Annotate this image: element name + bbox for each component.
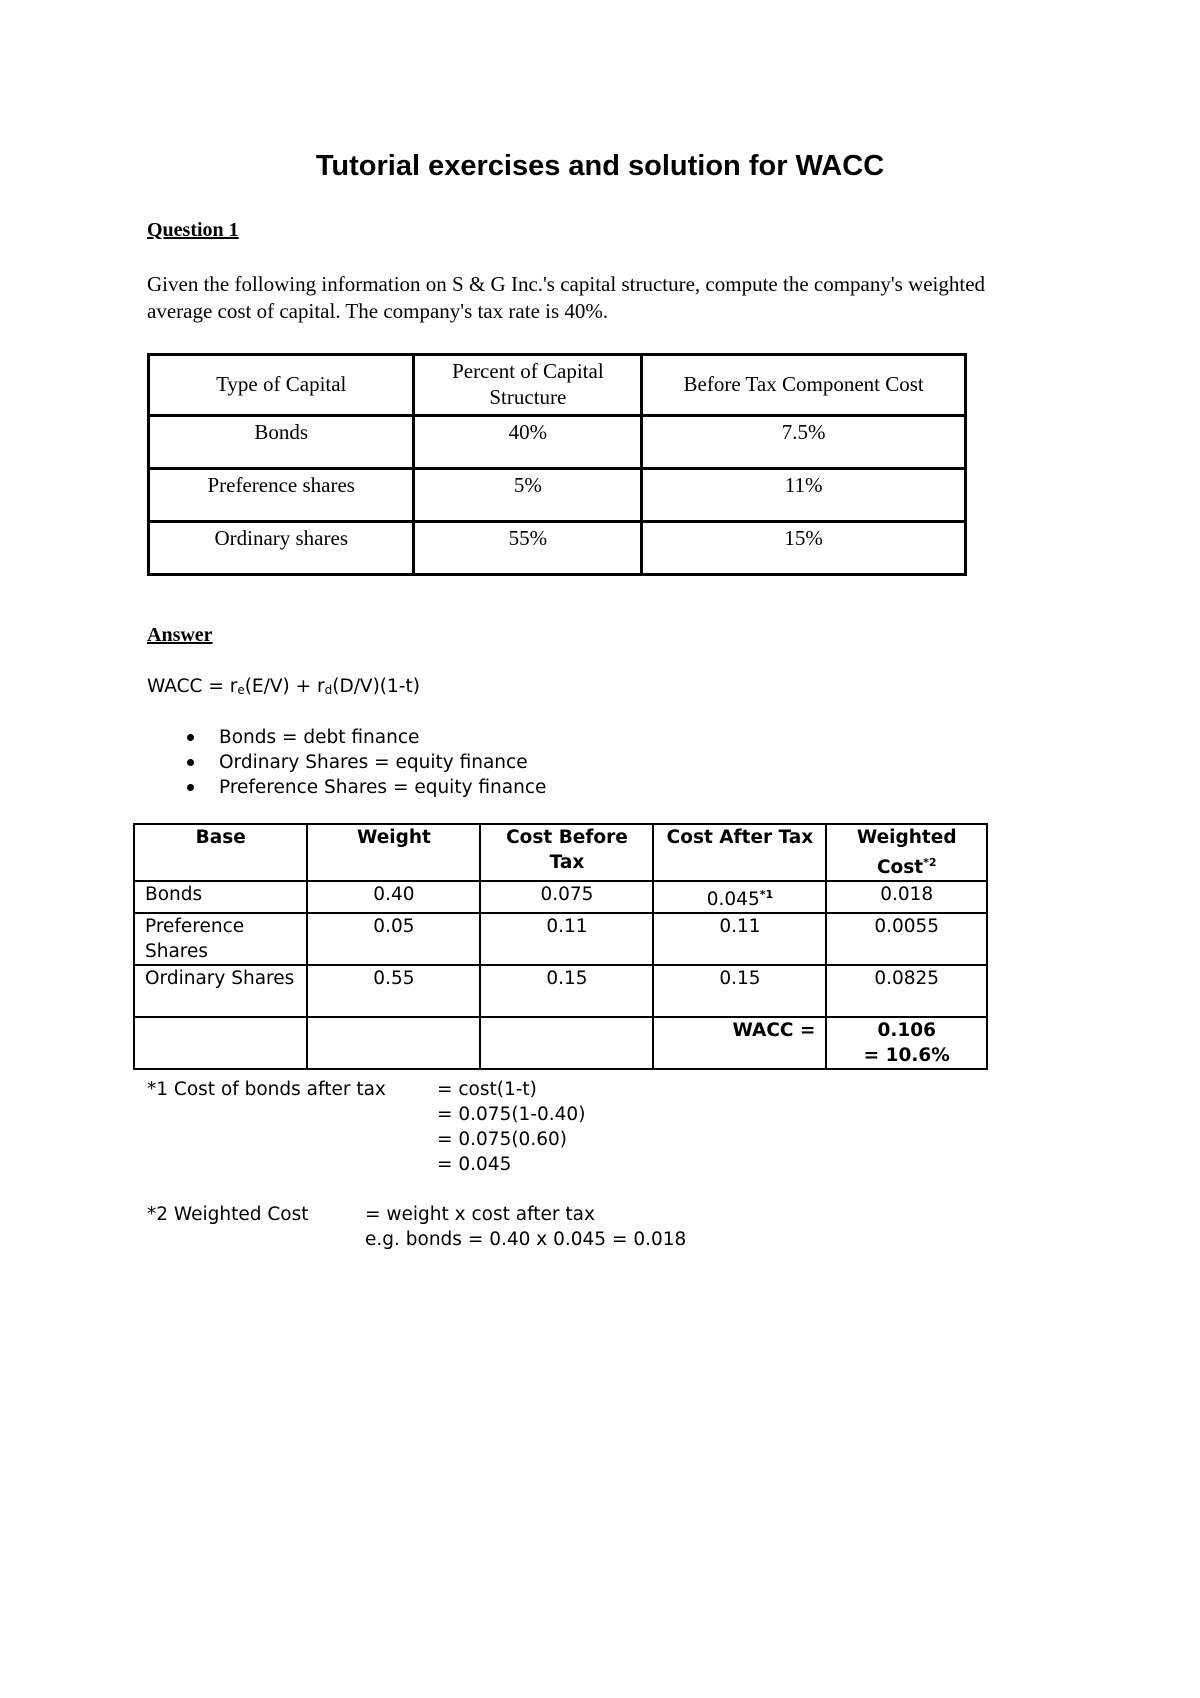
note-line: = cost(1-t) (437, 1079, 537, 1100)
header-weighted-cost-label: Weighted Cost (856, 827, 957, 878)
formula-subscript: e (237, 683, 245, 697)
note-2-calculation (365, 1202, 686, 1252)
note-line: = 0.075(0.60) (437, 1129, 567, 1150)
capital-structure-table (147, 353, 967, 576)
list-item: Preference Shares = equity finance (147, 775, 546, 800)
cell-base: Bonds (134, 881, 307, 913)
header-cost-before-tax: Cost Before Tax (480, 824, 653, 881)
header-percent: Percent of Capital Structure (414, 355, 642, 416)
cell-weighted: 0.0825 (826, 965, 987, 1017)
list-item: Ordinary Shares = equity finance (147, 750, 546, 775)
cell-empty (307, 1017, 480, 1069)
cell-cost: 7.5% (642, 416, 966, 469)
cell-weight: 0.05 (307, 913, 480, 965)
cell-type: Ordinary shares (149, 522, 414, 575)
cell-base: Ordinary Shares (134, 965, 307, 1017)
cell-percent: 40% (414, 416, 642, 469)
cell-before: 0.11 (480, 913, 653, 965)
cell-cost: 11% (642, 469, 966, 522)
cell-type: Bonds (149, 416, 414, 469)
question-heading: Question 1 (147, 219, 239, 241)
footnote-ref: *1 (759, 888, 774, 901)
wacc-total-decimal: 0.106 (877, 1020, 936, 1041)
cell-base: Preference Shares (134, 913, 307, 965)
cell-weight: 0.55 (307, 965, 480, 1017)
note-line: = 0.075(1-0.40) (437, 1104, 586, 1125)
note-line: e.g. bonds = 0.40 x 0.045 = 0.018 (365, 1229, 687, 1250)
cell-weight: 0.40 (307, 881, 480, 913)
answer-heading: Answer (147, 624, 213, 646)
finance-type-list (147, 725, 546, 800)
formula-part: WACC = r (147, 676, 238, 697)
table-header-row (134, 824, 987, 881)
note-1-label: *1 Cost of bonds after tax (147, 1079, 386, 1100)
header-cost: Before Tax Component Cost (642, 355, 966, 416)
cell-percent: 55% (414, 522, 642, 575)
table-header-row (149, 355, 966, 416)
list-item: Bonds = debt finance (147, 725, 546, 750)
formula-part: (E/V) + r (244, 676, 325, 697)
formula-part: (D/V)(1-t) (332, 676, 420, 697)
table-row (134, 881, 987, 913)
cell-type: Preference shares (149, 469, 414, 522)
cell-percent: 5% (414, 469, 642, 522)
cell-cost: 15% (642, 522, 966, 575)
table-row (149, 416, 966, 469)
note-line: = 0.045 (437, 1154, 512, 1175)
cell-empty (134, 1017, 307, 1069)
wacc-total-value (826, 1017, 987, 1069)
wacc-formula (147, 676, 420, 697)
cell-after (653, 881, 826, 913)
wacc-table (133, 823, 988, 1070)
cell-after: 0.11 (653, 913, 826, 965)
table-total-row (134, 1017, 987, 1069)
cell-empty (480, 1017, 653, 1069)
note-1-calculation (437, 1077, 585, 1177)
table-row (149, 522, 966, 575)
footnote-ref: *2 (923, 856, 937, 869)
wacc-total-percent: = 10.6% (863, 1045, 950, 1066)
table-row (134, 965, 987, 1017)
header-weighted-cost (826, 824, 987, 881)
note-line: = weight x cost after tax (365, 1204, 595, 1225)
header-base: Base (134, 824, 307, 881)
question-text: Given the following information on S & G Inc.'s capital structure, compute the company's weighted average cost of capital. The company's tax rate is 40%. (147, 272, 986, 323)
cell-after-value: 0.045 (706, 889, 760, 910)
table-row (149, 469, 966, 522)
cell-before: 0.075 (480, 881, 653, 913)
header-type: Type of Capital (149, 355, 414, 416)
cell-before: 0.15 (480, 965, 653, 1017)
header-weight: Weight (307, 824, 480, 881)
formula-subscript: d (324, 683, 333, 697)
wacc-total-label: WACC = (653, 1017, 826, 1069)
note-2-label: *2 Weighted Cost (147, 1204, 309, 1225)
header-cost-after-tax: Cost After Tax (653, 824, 826, 881)
cell-weighted: 0.018 (826, 881, 987, 913)
page-title: Tutorial exercises and solution for WACC (315, 150, 885, 182)
cell-weighted: 0.0055 (826, 913, 987, 965)
cell-after: 0.15 (653, 965, 826, 1017)
table-row (134, 913, 987, 965)
